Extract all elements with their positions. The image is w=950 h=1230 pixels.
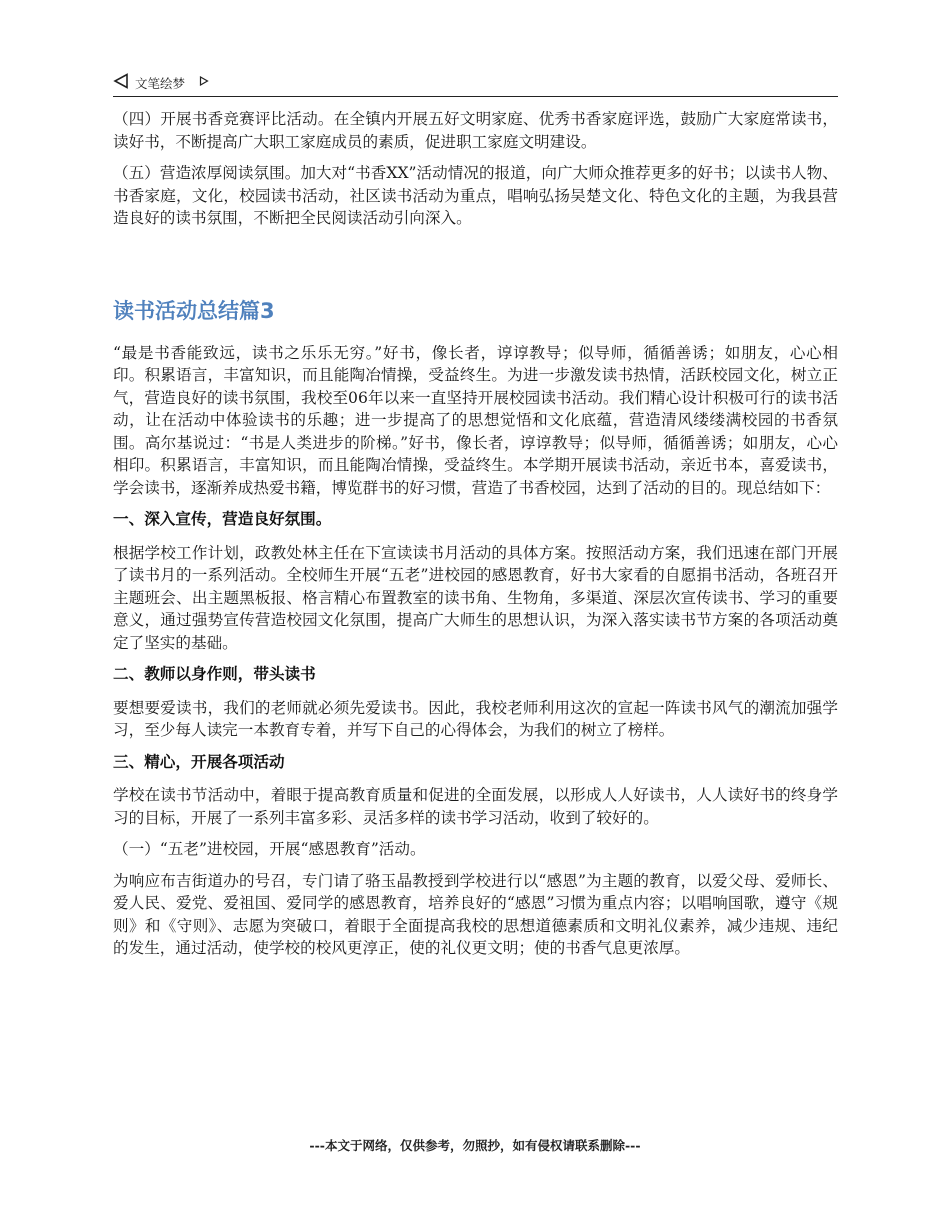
page-footer: ---本文于网络，仅供参考，勿照抄，如有侵权请联系删除--- [309, 1138, 641, 1153]
section-heading: 读书活动总结篇3 [113, 298, 275, 323]
section-2-title: 二、教师以身作则，带头读书 [113, 665, 316, 683]
sub-1-text: 为响应布吉街道办的号召，专门请了骆玉晶教授到学校进行以“感恩”为主题的教育，以爱父母、爱师长、爱人民、爱党、爱祖国、爱同学的感恩教育，培养良好的“感恩”习惯为重点内容；以唱响国歌，遵守《规则》和《守则》、志愿为突破口，着眼于全面提高我校的思想道德素质和文明礼仪素养，减少违规、违纪的发生，通过活动，使学校的校风更淳正，使的礼仪更文明；使的书香气息更浓厚。 [113, 871, 838, 957]
paragraph-5: （五）营造浓厚阅读氛围。加大对“书香XX”活动情况的报道，向广大师众推荐更多的好书；以读书人物、书香家庭，文化，校园读书活动，社区读书活动为重点，唱响弘扬吴楚文化、特色文化的主题，为我县营造良好的读书氛围，不断把全民阅读活动引向深入。 [113, 164, 838, 227]
section-1-text: 根据学校工作计划，政教处林主任在下宣读读书月活动的具体方案。按照活动方案，我们迅速在部门开展了读书月的一系列活动。全校师生开展“五老”进校园的感恩教育，好书大家看的自愿捐书活动，各班召开主题班会、出主题黑板报、格言精心布置教室的读书角、生物角，多渠道、深层次宣传读书、学习的重要意义，通过强势宣传营造校园文化氛围，提高广大师生的思想认识，为深入落实读书节方案的各项活动奠定了坚实的基础。 [113, 543, 838, 652]
section-3-text: 学校在读书节活动中，着眼于提高教育质量和促进的全面发展，以形成人人好读书，人人读好书的终身学习的目标，开展了一系列丰富多彩、灵活多样的读书学习活动，收到了较好的。 [113, 786, 838, 827]
triangle-left-icon [113, 73, 129, 89]
paragraph-4: （四）开展书香竞赛评比活动。在全镇内开展五好文明家庭、优秀书香家庭评选，鼓励广大家庭常读书，读好书，不断提高广大职工家庭成员的素质，促进职工家庭文明建设。 [113, 110, 838, 151]
header-title: 文笔绘梦 [135, 76, 186, 91]
section-1-title: 一、深入宣传，营造良好氛围。 [113, 510, 332, 528]
page-header [113, 70, 838, 97]
section-2-text: 要想要爱读书，我们的老师就必须先爱读书。因此，我校老师利用这次的宣起一阵读书风气的潮流加强学习，至少每人读完一本教育专着，并写下自己的心得体会，为我们的树立了榜样。 [113, 698, 838, 739]
section-3-title: 三、精心，开展各项活动 [113, 752, 285, 771]
intro-paragraph: “最是书香能致远，读书之乐乐无穷。”好书，像长者，谆谆教导；似导师，循循善诱；如朋友，心心相印。积累语言，丰富知识，而且能陶冶情操，受益终生。为进一步激发读书热情，活跃校园文化，树立正气，营造良好的读书氛围，我校至06年以来一直坚持开展校园读书活动。我们精心设计积极可行的读书活动，让在活动中体验读书的乐趣；进一步提高了的思想觉悟和文化底蕴，营造清风缕缕满校园的书香氛围。高尔基说过：“书是人类进步的阶梯。”好书，像长者，谆谆教导；似导师，循循善诱；如朋友，心心相印。积累语言，丰富知识，而且能陶冶情操，受益终生。本学期开展读书活动，亲近书本，喜爱读书，学会读书，逐渐养成热爱书籍，博览群书的好习惯，营造了书香校园，达到了活动的目的。现总结如下： [113, 343, 838, 497]
document-body [113, 108, 838, 969]
sub-1-title: （一）“五老”进校园，开展“感恩教育”活动。 [113, 840, 426, 858]
triangle-right-icon [199, 76, 209, 86]
